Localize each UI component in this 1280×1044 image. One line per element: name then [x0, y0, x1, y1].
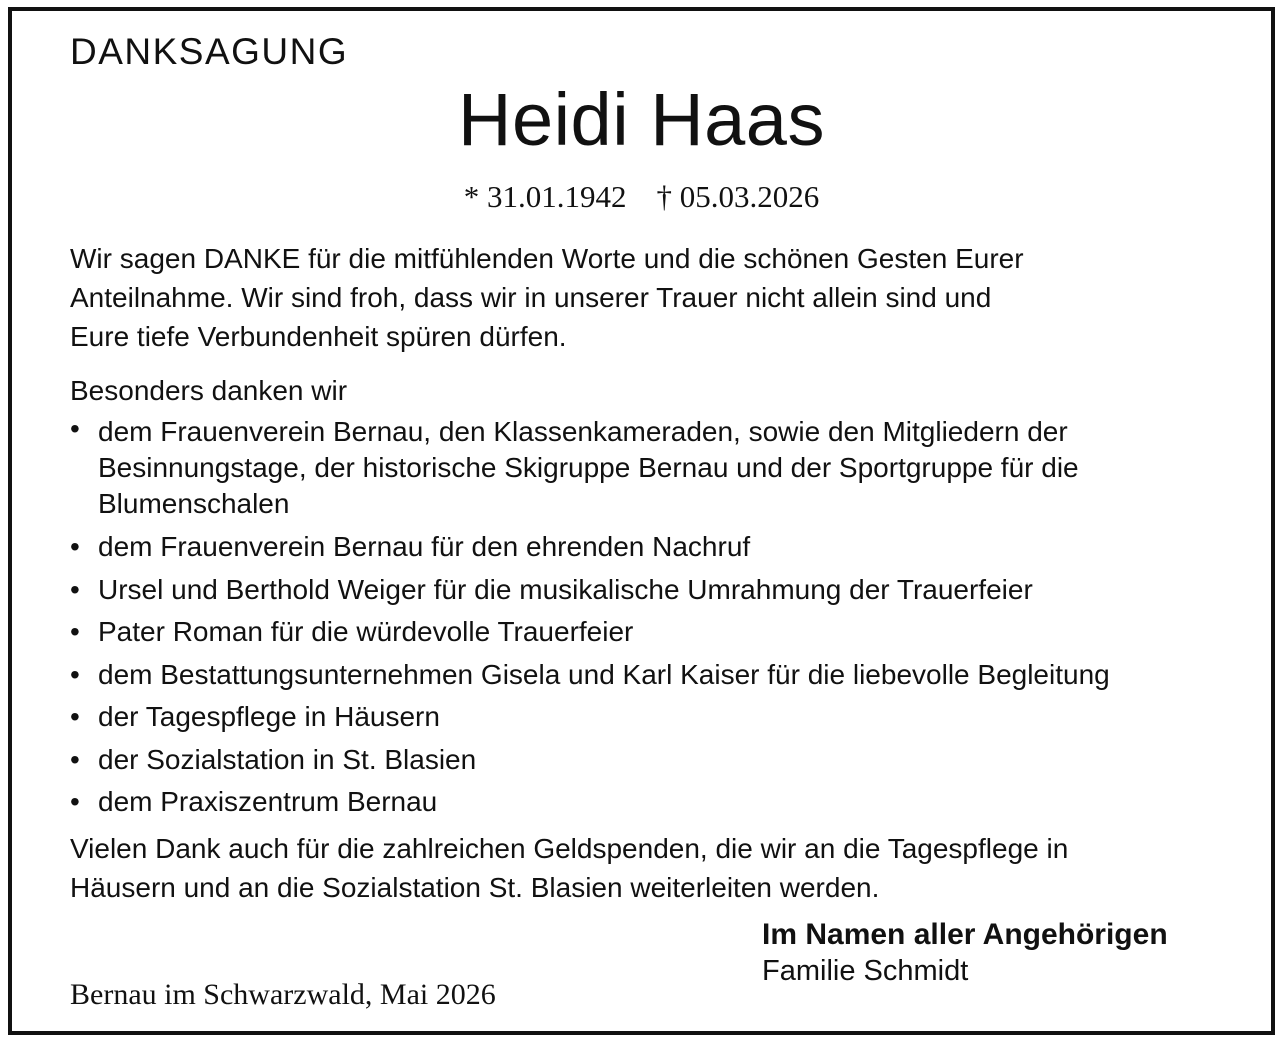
notice-frame: [8, 7, 1275, 1035]
list-item-line: Besinnungstage, der historische Skigruppe Bernau und der Sportgruppe für die: [98, 452, 1079, 483]
place-date: Bernau im Schwarzwald, Mai 2026: [70, 978, 496, 1011]
list-item-text: dem Frauenverein Bernau für den ehrenden Nachruf: [98, 531, 751, 562]
death-date: † 05.03.2026: [656, 179, 820, 214]
intro-line: für die mitfühlenden Worte und die schönen Gesten Eurer: [300, 243, 1024, 274]
list-item-line: Blumenschalen: [98, 488, 290, 519]
list-item-line: dem Frauenverein Bernau, den Klassenkameraden, sowie den Mitgliedern der: [98, 416, 1068, 447]
list-item: [70, 739, 1110, 782]
bullet-icon: •: [70, 413, 80, 444]
signature-line: Im Namen aller Angehörigen: [762, 918, 1168, 951]
list-item-text: Pater Roman für die würdevolle Trauerfeier: [98, 616, 634, 647]
bullet-icon: •: [70, 658, 80, 690]
list-item-text: der Tagespflege in Häusern: [98, 701, 440, 732]
birth-date: * 31.01.1942: [463, 179, 627, 214]
list-item-text: der Sozialstation in St. Blasien: [98, 743, 477, 775]
signature-family: Familie Schmidt: [762, 955, 969, 987]
list-item: [70, 411, 1110, 526]
closing-line: Häusern und an die Sozialstation St. Blasien weiterleiten werden.: [70, 872, 880, 903]
intro-lead: Wir sagen DANKE: [70, 243, 301, 274]
bullet-icon: •: [70, 573, 80, 605]
bullet-icon: •: [70, 743, 80, 775]
intro-line: Eure tiefe Verbundenheit spüren dürfen.: [70, 321, 567, 352]
list-item: [70, 696, 1110, 739]
deceased-name: Heidi Haas: [458, 78, 825, 161]
bullet-icon: •: [70, 701, 80, 732]
intro-line: Anteilnahme. Wir sind froh, dass wir in unserer Trauer nicht allein sind und: [70, 282, 992, 313]
bullet-icon: •: [70, 786, 80, 817]
list-item-text: dem Bestattungsunternehmen Gisela und Karl Kaiser für die liebevolle Begleitung: [98, 658, 1110, 690]
list-item: [70, 526, 1110, 569]
list-item: [70, 654, 1110, 697]
thanks-intro: Besonders danken wir: [70, 375, 348, 406]
list-item-text: Ursel und Berthold Weiger für die musikalische Umrahmung der Trauerfeier: [98, 573, 1033, 605]
closing-paragraph: [70, 829, 1068, 907]
notice-heading: DANKSAGUNG: [70, 31, 349, 72]
intro-paragraph: [70, 239, 1024, 356]
bullet-icon: •: [70, 616, 80, 647]
thanks-list: [70, 411, 1110, 824]
list-item: [70, 611, 1110, 654]
bullet-icon: •: [70, 531, 80, 562]
life-dates: [12, 181, 1271, 212]
list-item: [70, 781, 1110, 824]
list-item: [70, 569, 1110, 612]
list-item-text: dem Praxiszentrum Bernau: [98, 786, 438, 817]
closing-line: Vielen Dank auch für die zahlreichen Geldspenden, die wir an die Tagespflege in: [70, 833, 1069, 864]
